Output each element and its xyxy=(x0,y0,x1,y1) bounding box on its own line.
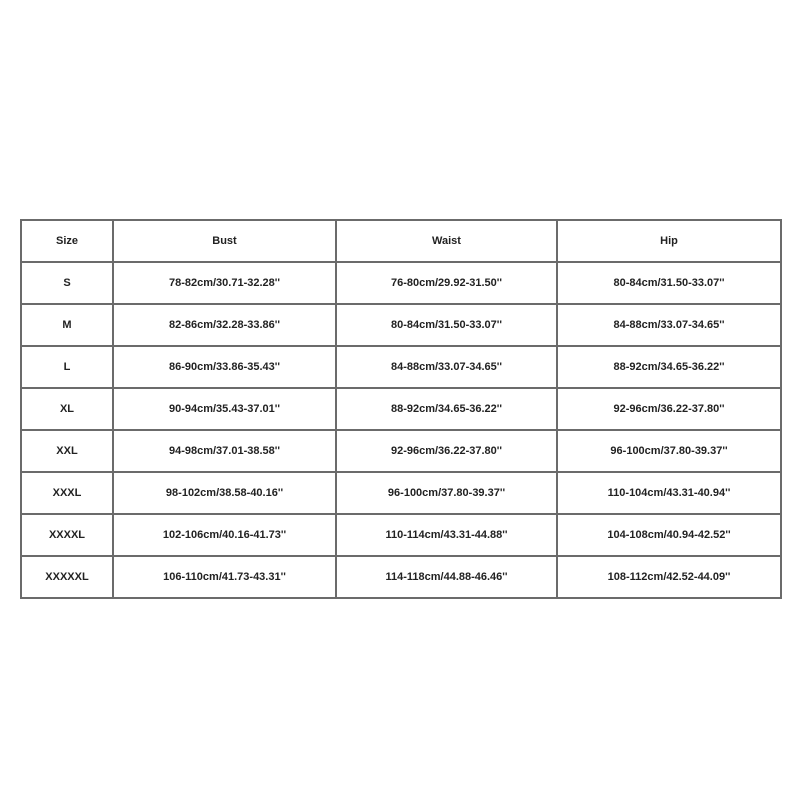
size-cell: XXXXXL xyxy=(21,556,113,598)
table-row xyxy=(21,346,781,388)
size-cell: XXXXL xyxy=(21,514,113,556)
size-cell: L xyxy=(21,346,113,388)
bust-cell: 98-102cm/38.58-40.16'' xyxy=(113,472,336,514)
waist-cell: 96-100cm/37.80-39.37'' xyxy=(336,472,557,514)
table-row xyxy=(21,556,781,598)
header-hip: Hip xyxy=(557,220,781,262)
size-cell: XXL xyxy=(21,430,113,472)
bust-cell: 94-98cm/37.01-38.58'' xyxy=(113,430,336,472)
header-bust: Bust xyxy=(113,220,336,262)
waist-cell: 92-96cm/36.22-37.80'' xyxy=(336,430,557,472)
size-cell: XXXL xyxy=(21,472,113,514)
waist-cell: 76-80cm/29.92-31.50'' xyxy=(336,262,557,304)
bust-cell: 106-110cm/41.73-43.31'' xyxy=(113,556,336,598)
hip-cell: 80-84cm/31.50-33.07'' xyxy=(557,262,781,304)
table-row xyxy=(21,304,781,346)
size-cell: M xyxy=(21,304,113,346)
hip-cell: 96-100cm/37.80-39.37'' xyxy=(557,430,781,472)
table-row xyxy=(21,514,781,556)
table-row xyxy=(21,388,781,430)
hip-cell: 104-108cm/40.94-42.52'' xyxy=(557,514,781,556)
table-row xyxy=(21,262,781,304)
size-chart-body xyxy=(21,220,781,598)
table-row xyxy=(21,472,781,514)
bust-cell: 90-94cm/35.43-37.01'' xyxy=(113,388,336,430)
header-size: Size xyxy=(21,220,113,262)
waist-cell: 80-84cm/31.50-33.07'' xyxy=(336,304,557,346)
hip-cell: 110-104cm/43.31-40.94'' xyxy=(557,472,781,514)
size-cell: XL xyxy=(21,388,113,430)
waist-cell: 84-88cm/33.07-34.65'' xyxy=(336,346,557,388)
hip-cell: 108-112cm/42.52-44.09'' xyxy=(557,556,781,598)
bust-cell: 82-86cm/32.28-33.86'' xyxy=(113,304,336,346)
hip-cell: 92-96cm/36.22-37.80'' xyxy=(557,388,781,430)
table-row xyxy=(21,430,781,472)
waist-cell: 88-92cm/34.65-36.22'' xyxy=(336,388,557,430)
bust-cell: 78-82cm/30.71-32.28'' xyxy=(113,262,336,304)
size-chart-table xyxy=(20,219,782,599)
hip-cell: 84-88cm/33.07-34.65'' xyxy=(557,304,781,346)
waist-cell: 110-114cm/43.31-44.88'' xyxy=(336,514,557,556)
bust-cell: 86-90cm/33.86-35.43'' xyxy=(113,346,336,388)
header-waist: Waist xyxy=(336,220,557,262)
bust-cell: 102-106cm/40.16-41.73'' xyxy=(113,514,336,556)
waist-cell: 114-118cm/44.88-46.46'' xyxy=(336,556,557,598)
size-cell: S xyxy=(21,262,113,304)
hip-cell: 88-92cm/34.65-36.22'' xyxy=(557,346,781,388)
header-row xyxy=(21,220,781,262)
